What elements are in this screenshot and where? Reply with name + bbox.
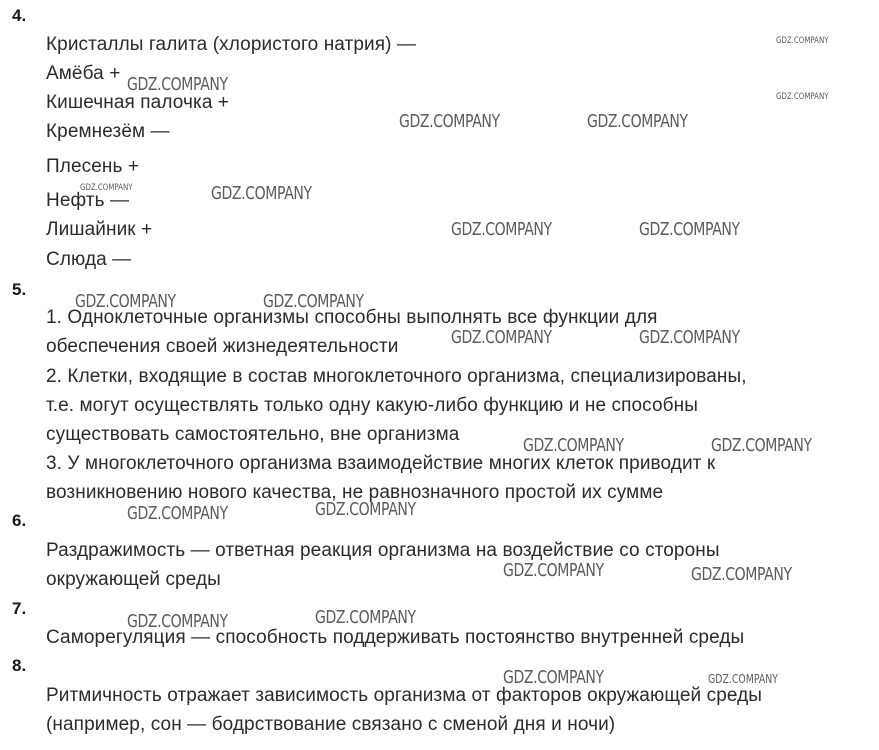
answer-line: Саморегуляция — способность поддерживать постоянство внутренней среды (46, 627, 745, 648)
watermark: GDZ.COMPANY (776, 92, 829, 102)
answer-line: 2. Клетки, входящие в состав многоклеточного организма, специализированы, (46, 366, 747, 387)
watermark: GDZ.COMPANY (211, 183, 312, 204)
watermark: GDZ.COMPANY (127, 503, 228, 524)
watermark: GDZ.COMPANY (315, 499, 416, 520)
answer-line: 3. У многоклеточного организма взаимодействие многих клеток приводит к (46, 453, 716, 474)
watermark: GDZ.COMPANY (523, 435, 624, 456)
watermark: GDZ.COMPANY (587, 111, 688, 132)
answer-line: окружающей среды (46, 569, 221, 590)
answer-line: т.е. могут осуществлять только одну какую-либо функцию и не способны (46, 395, 698, 416)
answer-line: (например, сон — бодрствование связано с сменой дня и ночи) (46, 714, 616, 735)
watermark: GDZ.COMPANY (503, 560, 604, 581)
section-number: 8. (12, 656, 27, 675)
watermark: GDZ.COMPANY (451, 219, 552, 240)
answer-line: Кристаллы галита (хлористого натрия) — (46, 34, 417, 55)
watermark: GDZ.COMPANY (503, 667, 604, 688)
watermark: GDZ.COMPANY (451, 327, 552, 348)
answer-line: Раздражимость — ответная реакция организма на воздействие со стороны (46, 540, 720, 561)
watermark: GDZ.COMPANY (639, 219, 740, 240)
answer-line: Лишайник + (46, 219, 153, 240)
watermark: GDZ.COMPANY (711, 435, 812, 456)
watermark: GDZ.COMPANY (315, 607, 416, 628)
section-number: 4. (12, 6, 27, 25)
watermark: GDZ.COMPANY (263, 291, 364, 312)
answer-line: Амёба + (46, 63, 121, 84)
answer-line: Плесень + (46, 156, 140, 177)
answer-line: обеспечения своей жизнедеятельности (46, 336, 399, 357)
section-number: 6. (12, 511, 27, 530)
answer-line: возникновению нового качества, не равнозначного простой их сумме (46, 482, 664, 503)
watermark: GDZ.COMPANY (127, 611, 228, 632)
answer-line: Ритмичность отражает зависимость организма от факторов окружающей среды (46, 685, 763, 706)
answer-line: существовать самостоятельно, вне организма (46, 424, 460, 445)
watermark: GDZ.COMPANY (639, 327, 740, 348)
watermark: GDZ.COMPANY (691, 564, 792, 585)
answer-line: 1. Одноклеточные организмы способны выполнять все функции для (46, 307, 658, 328)
watermark: GDZ.COMPANY (75, 291, 176, 312)
section-number: 5. (12, 280, 27, 299)
answer-line: Нефть — (46, 190, 130, 211)
watermark: GDZ.COMPANY (80, 183, 133, 193)
watermark: GDZ.COMPANY (776, 36, 829, 46)
watermark: GDZ.COMPANY (399, 111, 500, 132)
section-number: 7. (12, 599, 27, 618)
watermark: GDZ.COMPANY (708, 672, 779, 686)
answer-line: Кремнезём — (46, 121, 170, 142)
answer-line: Кишечная палочка + (46, 92, 230, 113)
answer-line: Слюда — (46, 249, 132, 270)
watermark: GDZ.COMPANY (127, 74, 228, 95)
